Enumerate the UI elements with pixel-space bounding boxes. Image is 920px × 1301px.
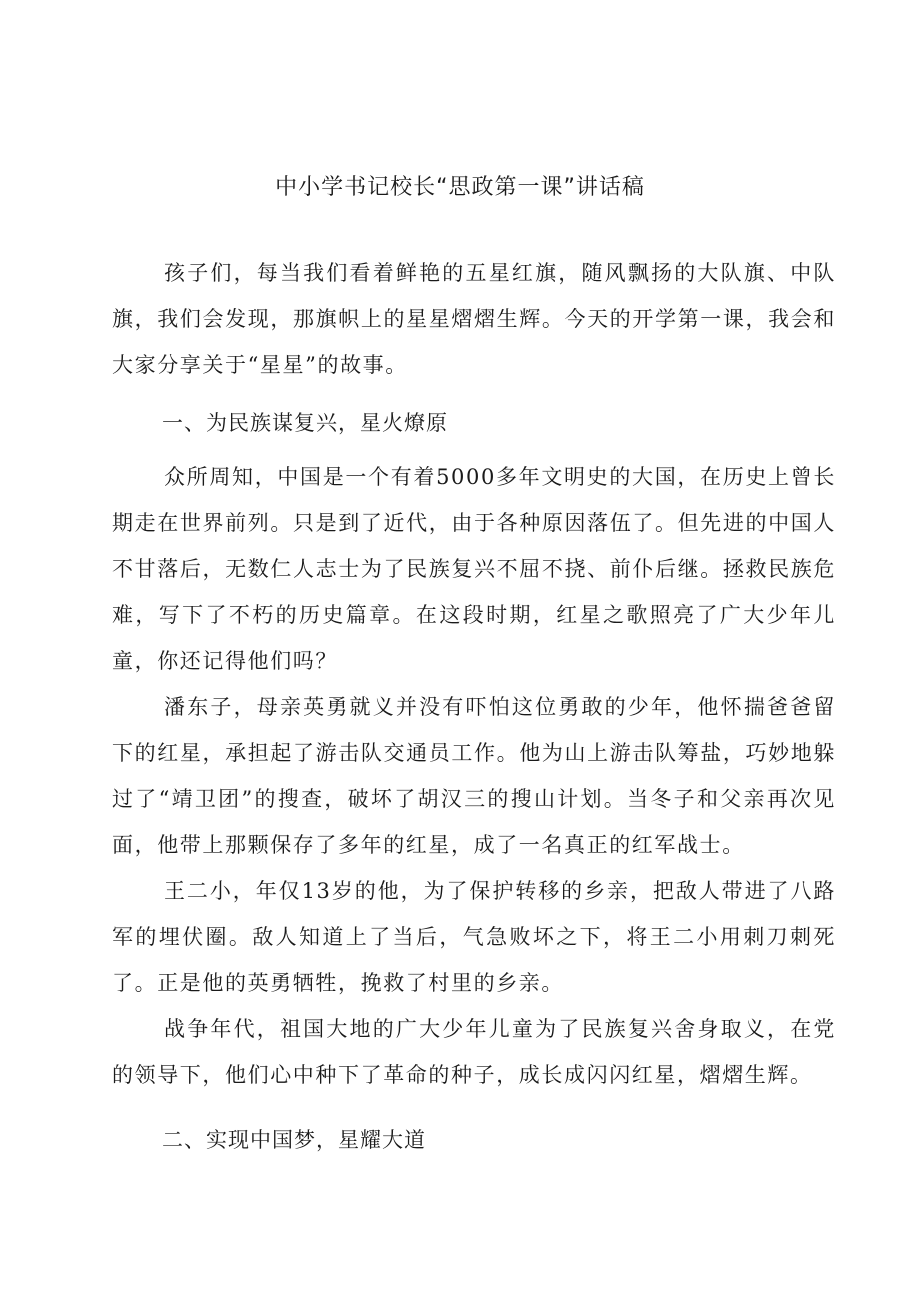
section-2-heading: 二、实现中国梦，星耀大道: [162, 1128, 426, 1152]
section-1-paragraph-1: 众所周知，中国是一个有着5000多年文明史的大国，在历史上曾长期走在世界前列。只是到了近代，由于各种原因落伍了。但先进的中国人不甘落后，无数仁人志士为了民族复兴不屈不挠、前仆后继。拯救民族危难，写下了不朽的历史篇章。在这段时期，红星之歌照亮了广大少年儿童，你还记得他们吗？: [112, 465, 836, 673]
section-1-paragraph-2: 潘东子，母亲英勇就义并没有吓怕这位勇敢的少年，他怀揣爸爸留下的红星，承担起了游击队交通员工作。他为山上游击队筹盐，巧妙地躲过了“靖卫团”的搜查，破坏了胡汉三的搜山计划。当冬子和父亲再次见面，他带上那颗保存了多年的红星，成了一名真正的红军战士。: [112, 695, 836, 857]
section-1-paragraph-3: 王二小，年仅13岁的他，为了保护转移的乡亲，把敌人带进了八路军的埋伏圈。敌人知道上了当后，气急败坏之下，将王二小用刺刀刺死了。正是他的英勇牺牲，挽救了村里的乡亲。: [112, 879, 836, 995]
intro-block: [112, 250, 836, 388]
section-1-body: [112, 454, 836, 684]
intro-paragraph: 孩子们，每当我们看着鲜艳的五星红旗，随风飘扬的大队旗、中队旗，我们会发现，那旗帜上的星星熠熠生辉。今天的开学第一课，我会和大家分享关于“星星”的故事。: [112, 261, 836, 377]
section-1-body-3: [112, 868, 836, 1006]
section-1-paragraph-4: 战争年代，祖国大地的广大少年儿童为了民族复兴舍身取义，在党的领导下，他们心中种下了革命的种子，成长成闪闪红星，熠熠生辉。: [112, 1017, 836, 1087]
section-1-heading: 一、为民族谋复兴，星火燎原: [162, 411, 448, 435]
document-title: 中小学书记校长“思政第一课”讲话稿: [275, 175, 645, 200]
section-1-body-4: [112, 1006, 836, 1098]
section-1-body-2: [112, 684, 836, 868]
